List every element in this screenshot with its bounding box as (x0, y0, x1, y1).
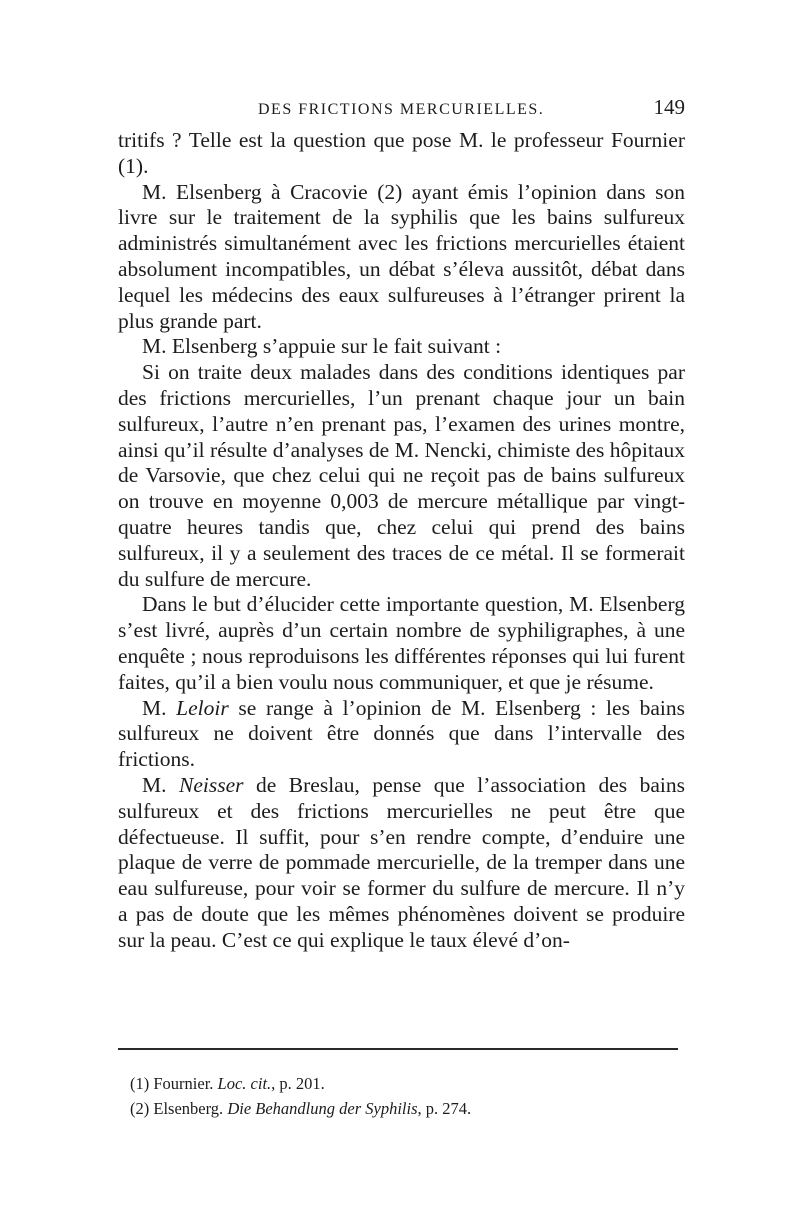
footnotes (130, 1071, 670, 1121)
paragraph-neisser (118, 773, 685, 954)
page-header (118, 95, 685, 125)
footnote-1-title: Loc. cit. (217, 1074, 272, 1093)
page-number: 149 (653, 95, 685, 119)
paragraph-leloir (118, 696, 685, 773)
footnote-1-page: , p. 201. (271, 1074, 325, 1093)
leloir-text: se range à l’opinion de M. Elsenberg : les bains sulfureux ne doivent être donnés que dans l’intervalle des frictions. (118, 695, 685, 772)
paragraph-continuation: tritifs ? Telle est la question que pose M. le professeur Fournier (1). (118, 128, 685, 178)
footnote-1-author: Fournier. (153, 1074, 214, 1093)
neisser-prefix: M. (142, 772, 179, 797)
footnote-divider (118, 1048, 678, 1050)
neisser-text: de Breslau, pense que l’association des bains sulfureux et des frictions mercurielles ne peut être que défectueuse. Il suffit, pour s’en rendre compte, d’enduire une plaque de verre de pommade mercurielle, de la tremper dans une eau sulfureuse, pour voir se former du sulfure de mercure. Il n’y a pas de doute que les mêmes phénomènes doivent se produire sur la peau. C’est ce qui explique le taux élevé d’on- (118, 772, 686, 952)
paragraph-elsenberg-fact: M. Elsenberg s’appuie sur le fait suivant : (142, 334, 502, 359)
footnote-2-number: (2) (130, 1099, 150, 1118)
leloir-name: Leloir (176, 695, 229, 720)
footnote-2-author: Elsenberg. (153, 1099, 224, 1118)
neisser-name: Neisser (179, 772, 244, 797)
footnote-2-title: Die Behandlung der Syphilis (227, 1099, 418, 1118)
paragraph-enquiry: Dans le but d’élucider cette importante question, M. Elsenberg s’est livré, auprès d’un certain nombre de syphiligraphes, à une enquête ; nous reproduisons les différentes réponses qui lui furent faites, qu’il a bien voulu nous communiquer, et que je résume. (118, 592, 685, 694)
running-title: DES FRICTIONS MERCURIELLES. (258, 101, 545, 118)
footnote-2-page: , p. 274. (417, 1099, 472, 1118)
leloir-prefix: M. (142, 695, 177, 720)
paragraph-experiment: Si on traite deux malades dans des conditions identiques par des frictions mercurielles, l’un prenant chaque jour un bain sulfureux, l’autre n’en prenant pas, l’examen des urines montre, ainsi qu’il résulte d’analyses de M. Nencki, chimiste des hôpitaux de Varsovie, que chez celui qui ne reçoit pas de bains sulfureux on trouve en moyenne 0,003 de mercure métallique par vingt-quatre heures tandis que, chez celui qui prend des bains sulfureux, il y a seulement des traces de ce métal. Il se formerait du sulfure de mercure. (118, 360, 685, 591)
paragraph-elsenberg-opinion: M. Elsenberg à Cracovie (2) ayant émis l’opinion dans son livre sur le traitement de la syphilis que les bains sulfureux administrés simultanément avec les frictions mercurielles étaient absolument incompatibles, un débat s’éleva aussitôt, débat dans lequel les médecins des eaux sulfureuses à l’étranger prirent la plus grande part. (118, 179, 685, 333)
footnote-2 (130, 1096, 670, 1121)
footnote-1 (130, 1071, 670, 1096)
footnote-1-number: (1) (130, 1074, 150, 1093)
body-text (118, 128, 685, 954)
